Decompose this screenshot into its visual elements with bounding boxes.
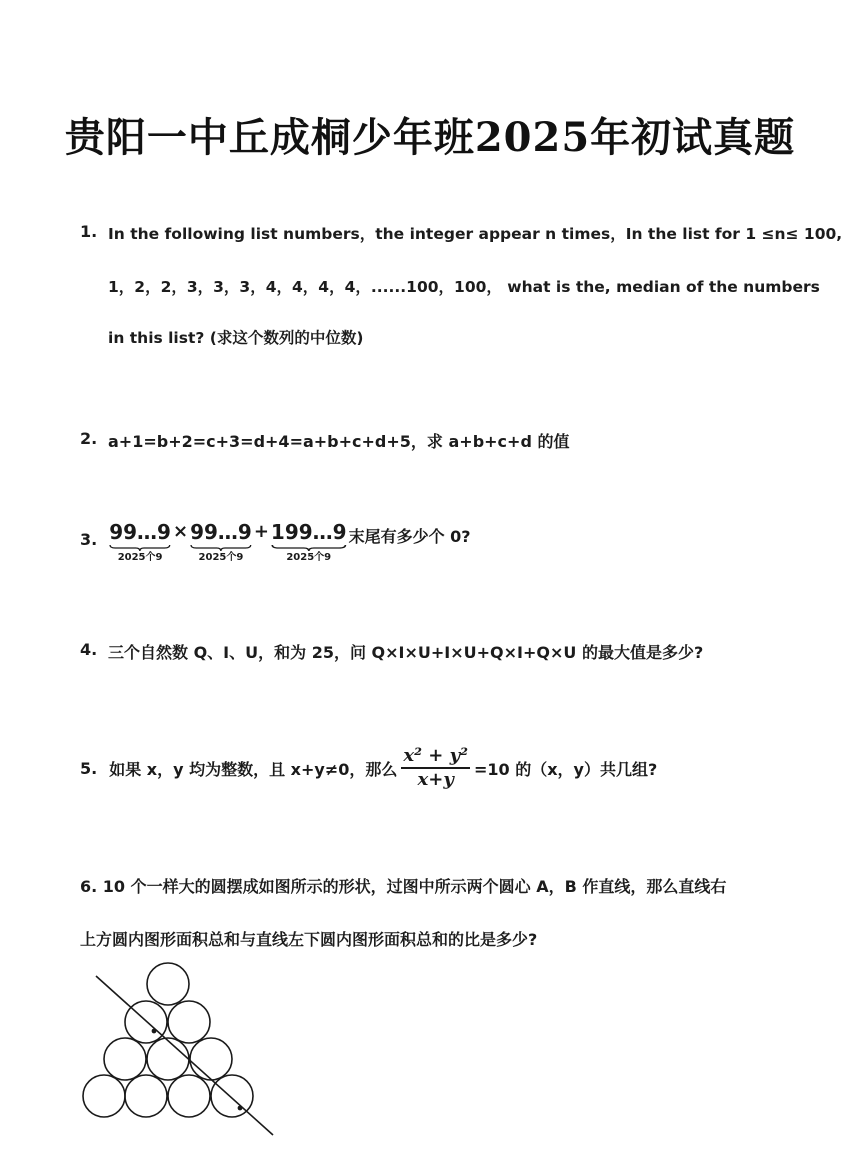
circle-row-1 [147,963,189,1005]
term-2-digits: 99…9 [190,520,252,544]
term-1-digits: 99…9 [109,520,171,544]
fraction-numerator: x² + y² [403,745,468,766]
question-4-text: 三个自然数 Q、I、U，和为 25，问 Q×I×U+I×U+Q×I+Q×U 的最大值是多少? [108,643,704,662]
question-5-after: =10 的（x，y）共几组? [473,759,658,779]
question-1-line-3: in this list? (求这个数列的中位数) [108,329,364,347]
plus-sign: + [253,521,269,542]
circle-row-3-a [104,1038,146,1080]
term-1-count: 2025个9 [117,552,163,563]
centre-point-a [152,1029,157,1034]
circle-row-4-c [168,1075,210,1117]
underbrace-icon [271,544,347,552]
question-5-number: 5. [80,758,98,778]
question-1-line-1: In the following list numbers，the integer appear n times，In the list for 1 ≤n≤ 100, [108,225,843,243]
fraction-denominator: x+y [417,769,454,790]
question-3-tail: 末尾有多少个 0? [348,527,471,546]
question-3-term-3 [271,520,347,564]
question-5-fraction [401,745,470,791]
term-3-digits: 199…9 [270,520,347,544]
circles-triangle-figure [78,958,298,1143]
question-5-before: 如果 x，y 均为整数，且 x+y≠0，那么 [109,759,398,779]
underbrace-icon [109,544,171,552]
circle-row-3-b [147,1038,189,1080]
question-1-number: 1. [80,222,98,241]
circle-row-2-b [168,1001,210,1043]
question-3 [80,520,471,568]
question-1-line-2: 1，2，2，3，3，3，4，4，4，4，......100，100， what is the, median of the numbers [108,278,820,296]
centre-point-b [238,1106,243,1111]
circle-row-4-b [125,1075,167,1117]
question-6-line-1: 6. 10 个一样大的圆摆成如图所示的形状，过图中所示两个圆心 A，B 作直线，那么直线右 [80,877,727,896]
question-2-text: a+1=b+2=c+3=d+4=a+b+c+d+5，求 a+b+c+d 的值 [108,432,570,451]
line-through-centres [96,976,273,1135]
term-2-count: 2025个9 [198,552,244,563]
circle-row-3-c [190,1038,232,1080]
question-3-number: 3. [80,530,98,549]
question-5 [80,745,657,791]
question-4-number: 4. [80,640,98,659]
question-6-line-2: 上方圆内图形面积总和与直线左下圆内图形面积总和的比是多少? [80,930,538,949]
question-3-term-2 [190,520,252,564]
term-3-count: 2025个9 [286,552,332,563]
question-3-term-1 [109,520,171,564]
page-title: 贵阳一中丘成桐少年班2025年初试真题 [64,114,796,161]
circle-row-4-a [83,1075,125,1117]
question-2-number: 2. [80,429,98,448]
times-sign: × [172,521,189,542]
underbrace-icon [190,544,252,552]
